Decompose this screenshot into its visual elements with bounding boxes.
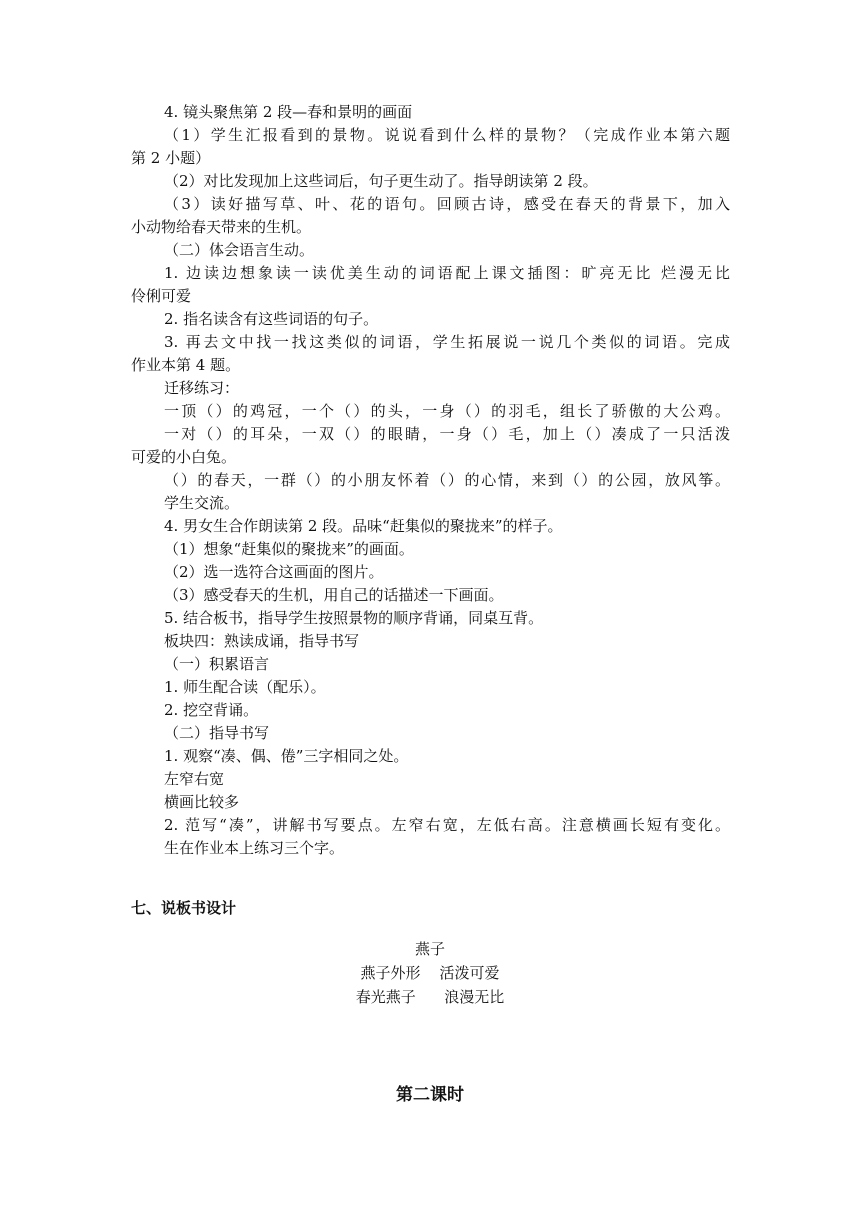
text-line: （一）积累语言: [164, 655, 270, 673]
text-line: （1）学生汇报看到的景物。说说看到什么样的景物？（完成作业本第六题: [164, 126, 730, 144]
text-line: 一顶（）的鸡冠，一个（）的头，一身（）的羽毛，组长了骄傲的大公鸡。: [164, 402, 730, 420]
text-line: 1. 边读边想象读一读优美生动的词语配上课文插图：旷亮无比 烂漫无比: [164, 264, 730, 282]
text-line: （2）对比发现加上这些词后，句子更生动了。指导朗读第 2 段。: [164, 172, 598, 190]
text-line: 生在作业本上练习三个字。: [164, 839, 345, 857]
text-line: 作业本第 4 题。: [131, 356, 241, 374]
text-line: 可爱的小白兔。: [131, 448, 237, 466]
text-line: 板块四：熟读成诵，指导书写: [164, 632, 360, 650]
board-design-title: 燕子: [414, 940, 445, 958]
text-line: 4. 镜头聚焦第 2 段—春和景明的画面: [164, 103, 413, 121]
text-line: 伶俐可爱: [131, 287, 192, 305]
text-line: （2）选一选符合这画面的图片。: [164, 563, 384, 581]
text-line: 横画比较多: [164, 793, 240, 811]
lesson-title: 第二课时: [396, 1085, 464, 1105]
text-line: 5. 结合板书，指导学生按照景物的顺序背诵，同桌互背。: [164, 609, 544, 627]
text-line: （1）想象“赶集似的聚拢来”的画面。: [164, 540, 414, 558]
text-line: 第 2 小题）: [131, 149, 211, 167]
board-design-row: 春光燕子 浪漫无比: [355, 988, 505, 1006]
text-line: 1. 观察“凑、偶、倦”三字相同之处。: [164, 747, 409, 765]
text-line: 3. 再去文中找一找这类似的词语，学生拓展说一说几个类似的词语。完成: [164, 333, 730, 351]
section-heading: 七、说板书设计: [131, 899, 237, 917]
text-line: （）的春天，一群（）的小朋友怀着（）的心情，来到（）的公园，放风筝。: [164, 471, 730, 489]
text-line: （3）感受春天的生机，用自己的话描述一下画面。: [164, 586, 504, 604]
text-line: 学生交流。: [164, 494, 240, 512]
text-line: 小动物给春天带来的生机。: [131, 218, 312, 236]
text-line: （二）指导书写: [164, 724, 270, 742]
text-line: 左窄右宽: [164, 770, 225, 788]
text-line: （二）体会语言生动。: [164, 241, 315, 259]
text-line: 1. 师生配合读（配乐）。: [164, 678, 326, 696]
text-line: 迁移练习：: [164, 379, 240, 397]
text-line: 2. 挖空背诵。: [164, 701, 259, 719]
text-line: 2. 指名读含有这些词语的句子。: [164, 310, 379, 328]
text-line: 2. 范写“凑”，讲解书写要点。左窄右宽，左低右高。注意横画长短有变化。: [164, 816, 730, 834]
text-line: 一对（）的耳朵，一双（）的眼睛，一身（）毛，加上（）凑成了一只活泼: [164, 425, 730, 443]
text-line: 4. 男女生合作朗读第 2 段。品味“赶集似的聚拢来”的样子。: [164, 517, 563, 535]
board-design-row: 燕子外形 活泼可爱: [360, 964, 500, 982]
text-line: （3）读好描写草、叶、花的语句。回顾古诗，感受在春天的背景下，加入: [164, 195, 730, 213]
